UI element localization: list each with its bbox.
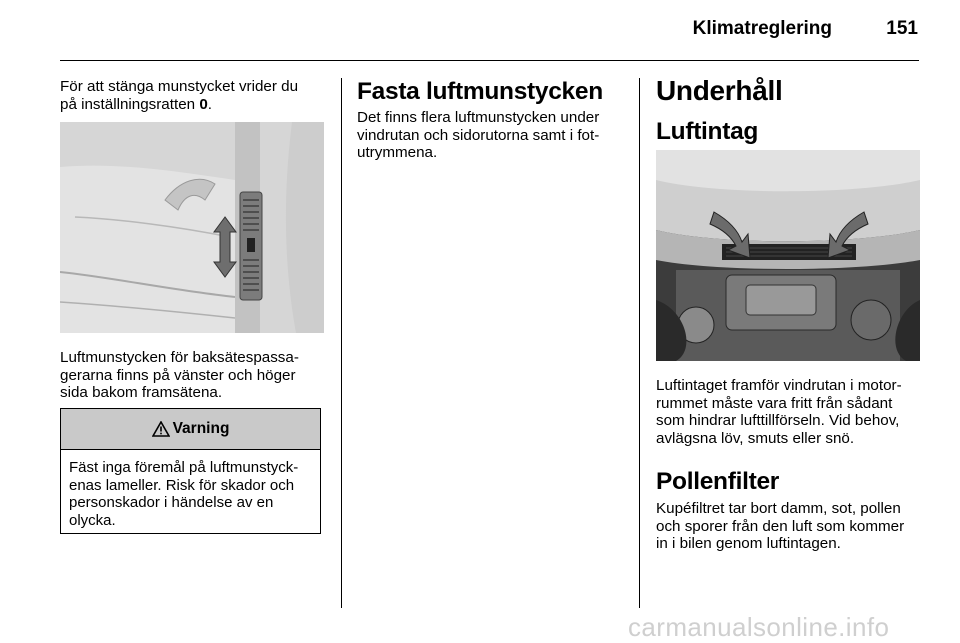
text-line: olycka. (69, 511, 116, 529)
text-line: Det finns flera luftmunstycken under (357, 109, 600, 126)
page-number: 151 (886, 18, 918, 39)
intro-line: på inställningsratten (60, 95, 200, 113)
text-line: gerarna finns på vänster och höger (60, 366, 296, 384)
rear-vent-drawing (60, 122, 324, 333)
fixed-vents-text (357, 109, 599, 162)
text-line: Kupéfiltret tar bort damm, sot, pollen (656, 500, 901, 517)
text-line: och sporer från den luft som kommer (656, 517, 905, 535)
page-header-title: Klimatreglering (692, 18, 832, 39)
engine-bay-drawing (656, 150, 920, 361)
text-line: enas lameller. Risk för skador och (69, 476, 295, 494)
header-divider (60, 60, 919, 61)
text-line: Luftintaget framför vindrutan i motor- (656, 377, 902, 394)
subheading-pollen-filter: Pollenfilter (656, 468, 780, 495)
text-line: som hindrar lufttillförseln. Vid behov, (656, 412, 900, 430)
watermark: carmanualsonline.info (628, 612, 890, 642)
warning-header (61, 409, 320, 450)
warning-label: Varning (172, 420, 230, 437)
column-divider-2 (639, 78, 640, 608)
text-line: sida bakom framsätena. (60, 384, 223, 402)
rear-vent-text (60, 349, 299, 402)
warning-triangle-icon (152, 421, 170, 437)
text-line: avlägsna löv, smuts eller snö. (656, 429, 855, 447)
intro-line: För att stänga munstycket vrider du (60, 78, 299, 95)
subheading-air-intake: Luftintag (656, 118, 759, 145)
rear-vent-illustration (60, 122, 324, 333)
warning-box (60, 408, 321, 534)
text-line: in i bilen genom luftintagen. (656, 535, 841, 553)
text-line: vindrutan och sidorutorna samt i fot- (357, 126, 600, 144)
warning-text (61, 450, 320, 529)
section-heading-fixed-vents: Fasta luftmunstycken (357, 78, 603, 105)
text-line: personskador i händelse av en (69, 494, 274, 511)
pollen-filter-text (656, 500, 904, 553)
text-line: rummet måste vara fritt från sådant (656, 394, 893, 412)
text-line: utrymmena. (357, 144, 438, 162)
intro-line-end: . (207, 95, 212, 113)
air-intake-illustration (656, 150, 920, 361)
dial-setting-value: 0 (199, 95, 208, 113)
text-line: Luftmunstycken för baksätespassa- (60, 349, 299, 366)
column-divider-1 (341, 78, 342, 608)
text-line: Fäst inga föremål på luftmunstyck- (69, 459, 299, 476)
intro-text (60, 78, 298, 113)
air-intake-text (656, 377, 902, 447)
section-heading-maintenance: Underhåll (656, 75, 783, 106)
